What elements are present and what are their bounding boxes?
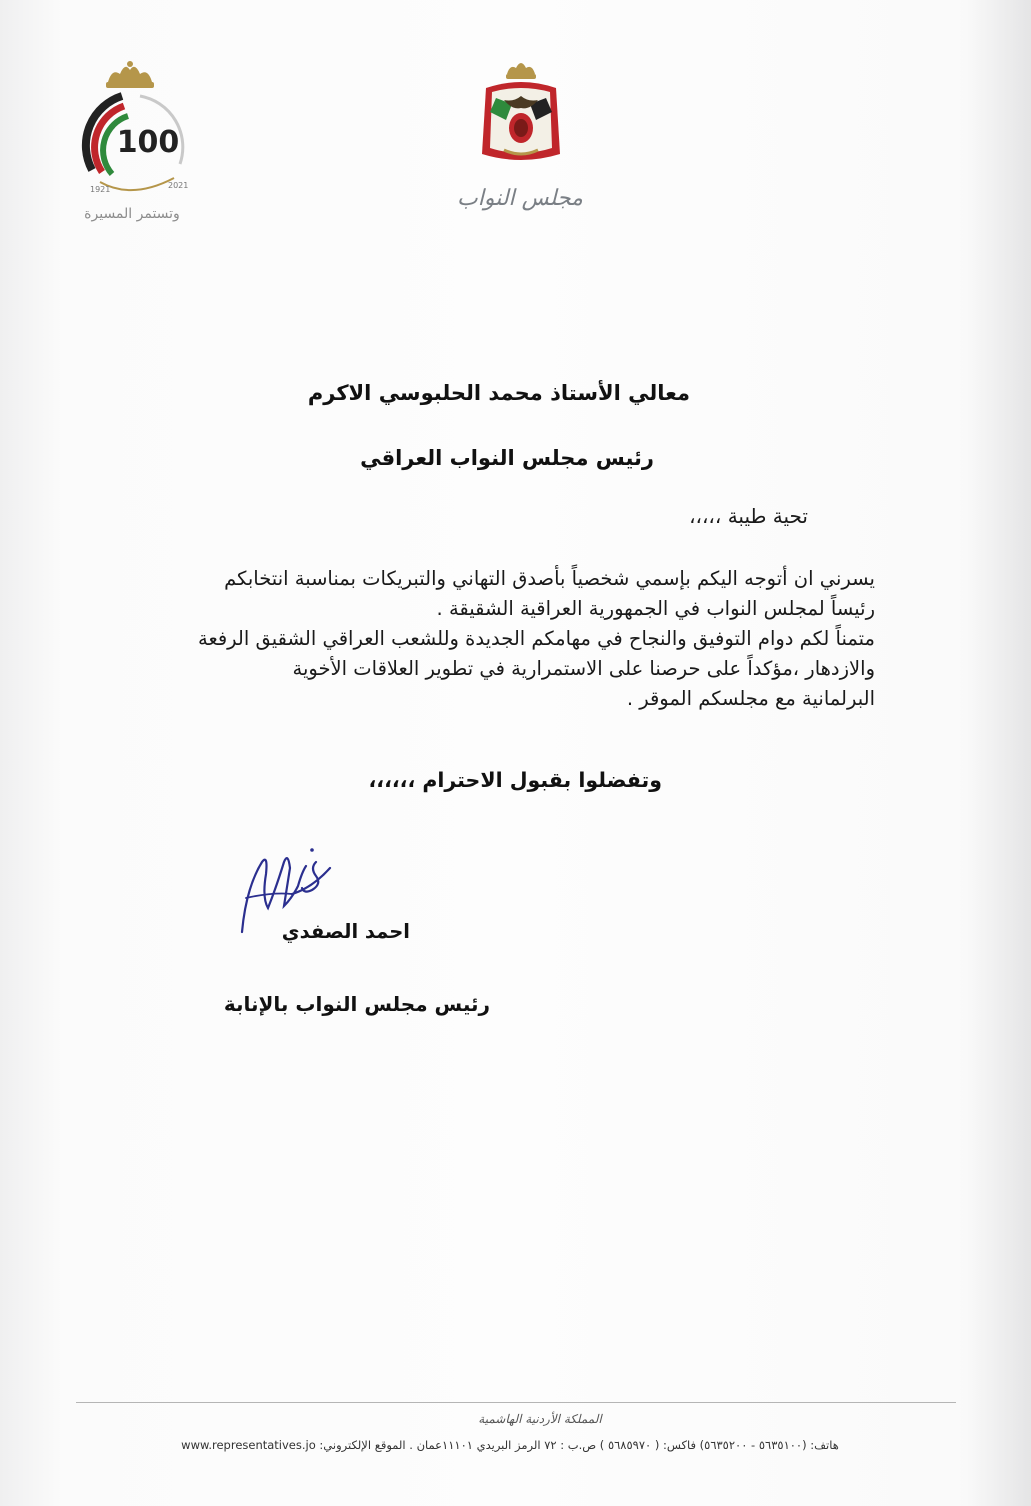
coat-of-arms-icon: [476, 58, 566, 170]
council-wordmark: مجلس النواب: [457, 186, 583, 211]
body-line: البرلمانية مع مجلسكم الموقر .: [626, 687, 875, 710]
body-line: رئيساً لمجلس النواب في الجمهورية العراقية الشقيقة .: [436, 597, 875, 620]
footer-kingdom: المملكة الأردنية الهاشمية: [478, 1412, 602, 1426]
footer-divider: [76, 1402, 956, 1403]
svg-text:100: 100: [116, 125, 180, 160]
centenary-logo: [62, 60, 202, 230]
recipient-title: معالي الأستاذ محمد الحلبوسي الاكرم: [307, 381, 690, 405]
greeting: تحية طيبة ،،،،،: [689, 504, 808, 528]
closing-line: وتفضلوا بقبول الاحترام ،،،،،،: [368, 768, 662, 792]
recipient-position: رئيس مجلس النواب العراقي: [360, 446, 654, 470]
letter-body: [130, 564, 875, 714]
body-line: يسرني ان أتوجه اليكم بإسمي شخصياً بأصدق التهاني والتبريكات بمناسبة انتخابكم: [224, 567, 875, 590]
body-line: متمناً لكم دوام التوفيق والنجاح في مهامكم الجديدة وللشعب العراقي الشقيق الرفعة: [197, 627, 875, 650]
signer-name: احمد الصفدي: [281, 920, 410, 943]
svg-text:2021: 2021: [168, 181, 189, 190]
svg-text:1921: 1921: [90, 185, 111, 194]
centenary-tagline: وتستمر المسيرة: [84, 206, 180, 222]
page-edge-shadow: [955, 0, 1031, 1506]
signer-title: رئيس مجلس النواب بالإنابة: [223, 992, 490, 1016]
body-line: والازدهار ،مؤكداً على حرصنا على الاستمرارية في تطوير العلاقات الأخوية: [292, 657, 875, 680]
footer-contact: هاتف: (٥٦٣٥١٠٠ - ٥٦٣٥٢٠٠) فاكس: ( ٥٦٨٥٩٧٠ ) ص.ب : ٧٢ الرمز البريدي ١١١٠١عمان . الموقع الإلكتروني: www.representatives.jo: [181, 1438, 839, 1452]
centenary-emblem-icon: [62, 60, 202, 206]
